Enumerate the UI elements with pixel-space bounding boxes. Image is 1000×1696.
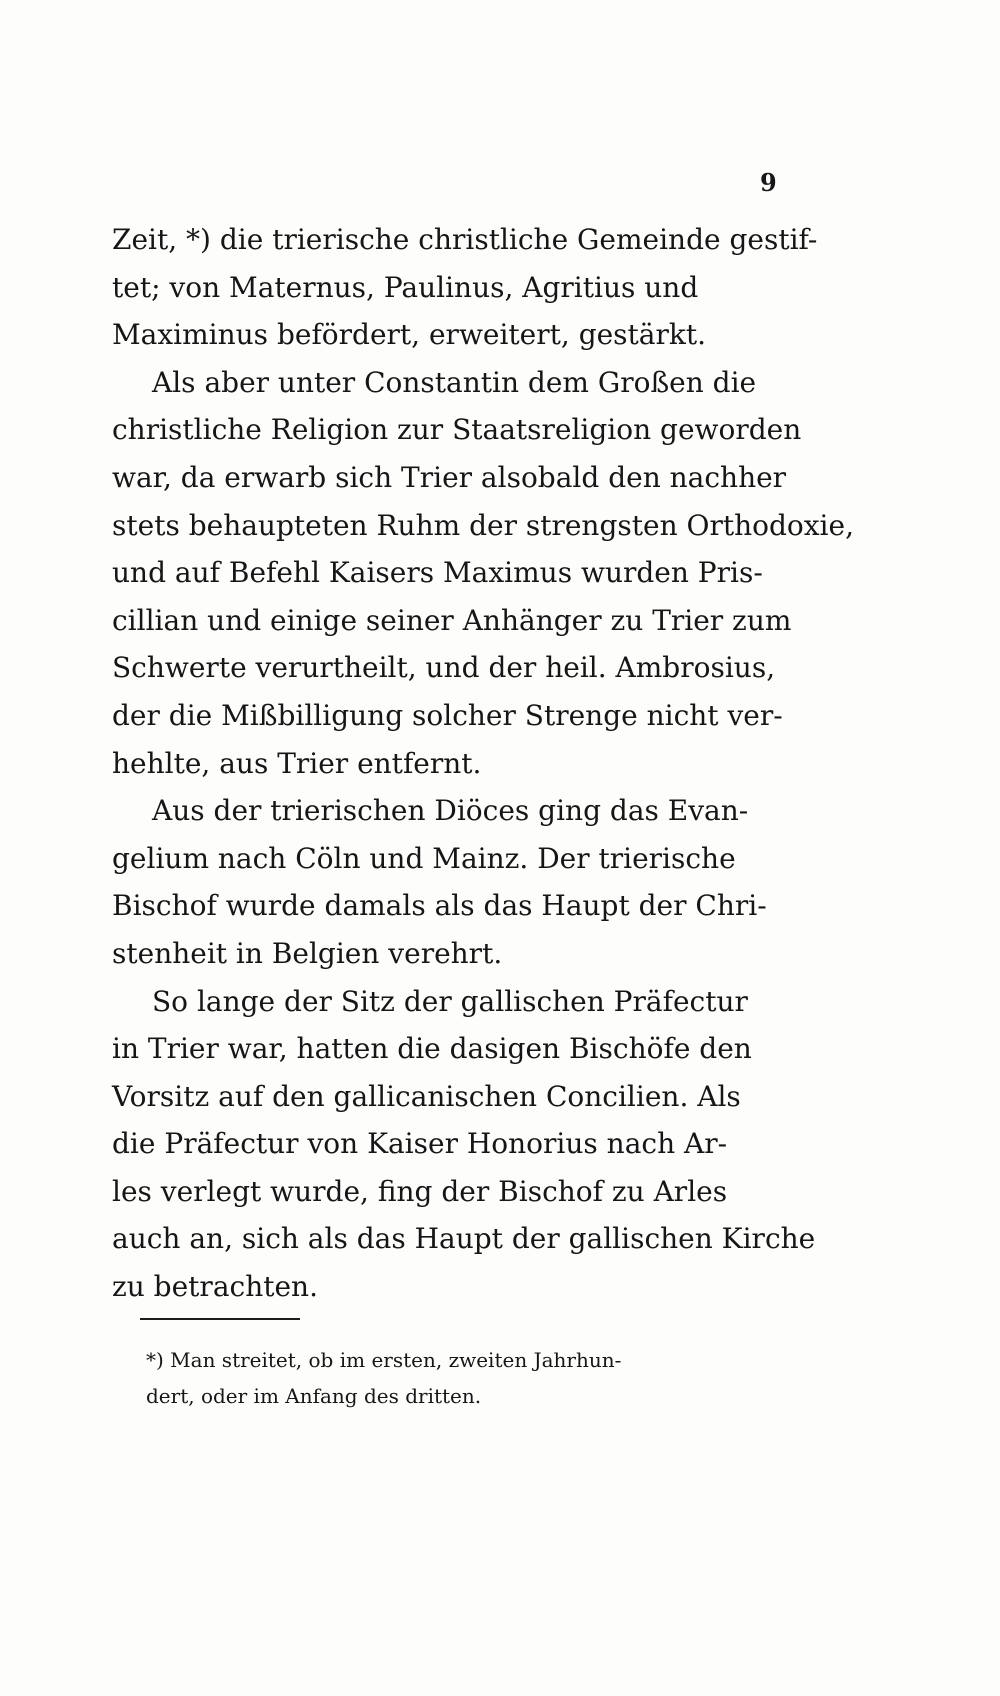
text-line: Zeit, *) die trierische christliche Gemeinde gestif-: [112, 223, 818, 256]
text-line: Maximinus befördert, erweitert, gestärkt.: [112, 318, 707, 352]
text-line: cillian und einige seiner Anhänger zu Trier zum: [112, 603, 792, 637]
paragraph-start-line: Aus der trierischen Diöces ging das Evan-: [152, 794, 749, 828]
paragraph-start-line: Als aber unter Constantin dem Großen die: [152, 365, 757, 399]
footnote-line: *) Man streitet, ob im ersten, zweiten Jahrhun-: [146, 1348, 622, 1372]
footnote-line: dert, oder im Anfang des dritten.: [146, 1384, 482, 1408]
text-line: in Trier war, hatten die dasigen Bischöfe den: [112, 1032, 752, 1066]
footnote-rule: [140, 1318, 300, 1320]
text-line: tet; von Maternus, Paulinus, Agritius und: [112, 270, 699, 304]
text-line: Bischof wurde damals als das Haupt der Chri-: [112, 889, 767, 923]
paragraph-start-line: So lange der Sitz der gallischen Präfectur: [152, 984, 748, 1018]
text-line: christliche Religion zur Staatsreligion geworden: [112, 413, 802, 447]
text-line: Vorsitz auf den gallicanischen Concilien. Als: [112, 1079, 741, 1113]
text-line: zu betrachten.: [112, 1270, 318, 1304]
body-text: [112, 216, 854, 1311]
text-line: stets behaupteten Ruhm der strengsten Orthodoxie,: [112, 508, 854, 542]
text-line: und auf Befehl Kaisers Maximus wurden Pris-: [112, 556, 763, 590]
text-line: Schwerte verurtheilt, und der heil. Ambrosius,: [112, 651, 776, 685]
footnote: [146, 1342, 786, 1414]
text-line: war, da erwarb sich Trier alsobald den nachher: [112, 460, 787, 494]
text-line: die Präfectur von Kaiser Honorius nach Ar-: [112, 1127, 728, 1161]
page-number: 9: [760, 168, 777, 197]
text-line: gelium nach Cöln und Mainz. Der trierische: [112, 841, 736, 875]
text-line: auch an, sich als das Haupt der gallischen Kirche: [112, 1222, 816, 1256]
text-line: stenheit in Belgien verehrt.: [112, 936, 503, 970]
text-line: les verlegt wurde, fing der Bischof zu Arles: [112, 1174, 728, 1208]
text-line: hehlte, aus Trier entfernt.: [112, 746, 482, 780]
text-line: der die Mißbilligung solcher Strenge nicht ver-: [112, 698, 783, 732]
